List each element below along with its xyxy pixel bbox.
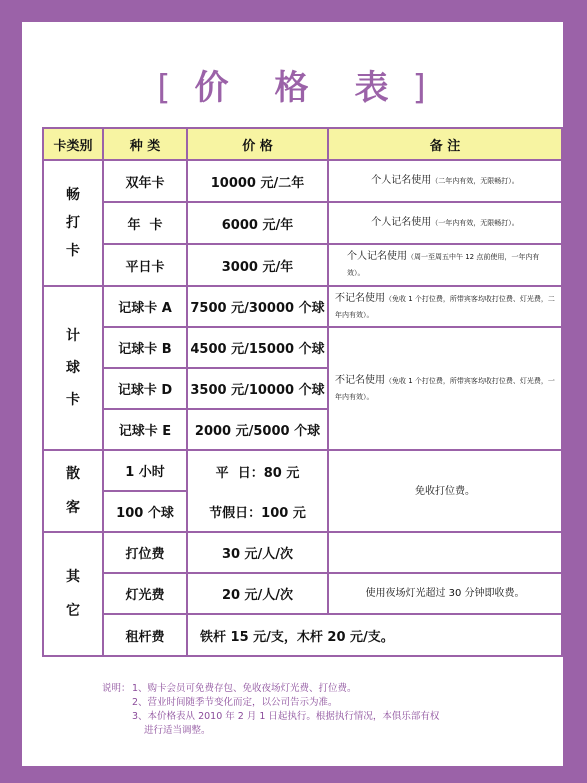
price-cell: 30 元/人/次 — [187, 532, 328, 573]
remark-cell — [328, 286, 562, 327]
price-cell: 10000 元/二年 — [187, 160, 328, 202]
kind-cell: 平日卡 — [103, 244, 187, 286]
remark-small: （免收 1 个打位费，所带宾客均收打位费、灯光费，二年内有效）。 — [335, 294, 555, 319]
title-char-3: 表 — [354, 68, 391, 108]
category-jiqiu — [43, 286, 103, 450]
table-row — [43, 327, 562, 368]
remark-cell: 使用夜场灯光超过 30 分钟即收费。 — [328, 573, 562, 614]
remark-text: 个人记名使用 — [371, 175, 432, 186]
remark-small: （一年内有效，无限畅打）。 — [431, 219, 519, 227]
price-cell: 2000 元/5000 个球 — [187, 409, 328, 450]
price-weekday: 平 日：80 元 — [215, 465, 300, 481]
table-row — [43, 202, 562, 244]
category-char: 打 — [66, 215, 80, 231]
remark-small: （免收 1 个打位费，所带宾客均收打位费、灯光费，一年内有效）。 — [335, 376, 555, 401]
footnotes — [102, 682, 532, 738]
remark-text: 不记名使用 — [335, 292, 385, 304]
table-row — [43, 450, 562, 491]
price-holiday: 节假日：100 元 — [209, 505, 306, 521]
title-char-2: 格 — [274, 68, 311, 108]
remark-text: 不记名使用 — [335, 374, 385, 386]
category-char: 散 — [66, 466, 80, 482]
remark-cell — [328, 532, 562, 573]
remark-cell: 免收打位费。 — [328, 450, 562, 532]
kind-cell: 记球卡 E — [103, 409, 187, 450]
footnote-item: 3、本价格表从 2010 年 2 月 1 日起执行。根据执行情况，本俱乐部有权 — [132, 711, 440, 722]
remark-cell — [328, 202, 562, 244]
footnote-label: 说明： — [102, 683, 131, 694]
kind-cell: 年 卡 — [103, 202, 187, 244]
remark-cell — [328, 327, 562, 450]
kind-cell: 打位费 — [103, 532, 187, 573]
table-row — [43, 244, 562, 286]
remark-cell — [328, 160, 562, 202]
price-table — [42, 127, 563, 657]
price-cell — [187, 450, 328, 491]
title-left-bracket: [ — [157, 68, 173, 108]
header-remark: 备 注 — [328, 128, 562, 160]
kind-cell: 100 个球 — [103, 491, 187, 532]
remark-cell — [328, 244, 562, 286]
category-char: 卡 — [66, 243, 80, 259]
price-cell: 4500 元/15000 个球 — [187, 327, 328, 368]
table-row — [43, 573, 562, 614]
kind-cell: 1 小时 — [103, 450, 187, 491]
price-cell: 3500 元/10000 个球 — [187, 368, 328, 409]
price-sheet — [22, 22, 563, 766]
header-price: 价 格 — [187, 128, 328, 160]
category-sanke — [43, 450, 103, 532]
category-char: 畅 — [66, 187, 80, 203]
price-cell: 7500 元/30000 个球 — [187, 286, 328, 327]
kind-cell: 双年卡 — [103, 160, 187, 202]
footnote-item: 进行适当调整。 — [144, 725, 211, 736]
table-row — [43, 532, 562, 573]
footnote-row — [102, 682, 532, 696]
kind-cell: 记球卡 A — [103, 286, 187, 327]
remark-small: （二年内有效，无限畅打）。 — [431, 177, 519, 185]
remark-text: 个人记名使用 — [347, 251, 407, 262]
header-kind: 种 类 — [103, 128, 187, 160]
category-char: 计 — [66, 328, 80, 344]
footnote-item: 1、购卡会员可免费存包、免收夜场灯光费、打位费。 — [132, 683, 357, 694]
table-header-row — [43, 128, 562, 160]
category-char: 客 — [66, 500, 80, 516]
table-row — [43, 286, 562, 327]
table-row — [43, 614, 562, 656]
remark-small: （周一至周五中午 12 点前使用，一年内有效）。 — [347, 253, 540, 277]
kind-cell: 租杆费 — [103, 614, 187, 656]
category-char: 它 — [66, 603, 80, 619]
price-cell: 20 元/人/次 — [187, 573, 328, 614]
category-char: 卡 — [66, 392, 80, 408]
title-right-bracket: ] — [412, 68, 428, 108]
page-title — [22, 60, 563, 109]
price-cell — [187, 491, 328, 532]
kind-cell: 记球卡 D — [103, 368, 187, 409]
price-cell: 铁杆 15 元/支，木杆 20 元/支。 — [187, 614, 562, 656]
price-cell: 3000 元/年 — [187, 244, 328, 286]
category-qita — [43, 532, 103, 656]
category-changda — [43, 160, 103, 286]
price-cell: 6000 元/年 — [187, 202, 328, 244]
kind-cell: 记球卡 B — [103, 327, 187, 368]
footnote-item: 2、营业时间随季节变化而定，以公司告示为准。 — [132, 697, 338, 708]
table-row — [43, 160, 562, 202]
header-category: 卡类别 — [43, 128, 103, 160]
title-char-1: 价 — [194, 68, 231, 108]
kind-cell: 灯光费 — [103, 573, 187, 614]
category-char: 球 — [66, 360, 80, 376]
category-char: 其 — [66, 569, 80, 585]
remark-text: 个人记名使用 — [371, 217, 432, 228]
